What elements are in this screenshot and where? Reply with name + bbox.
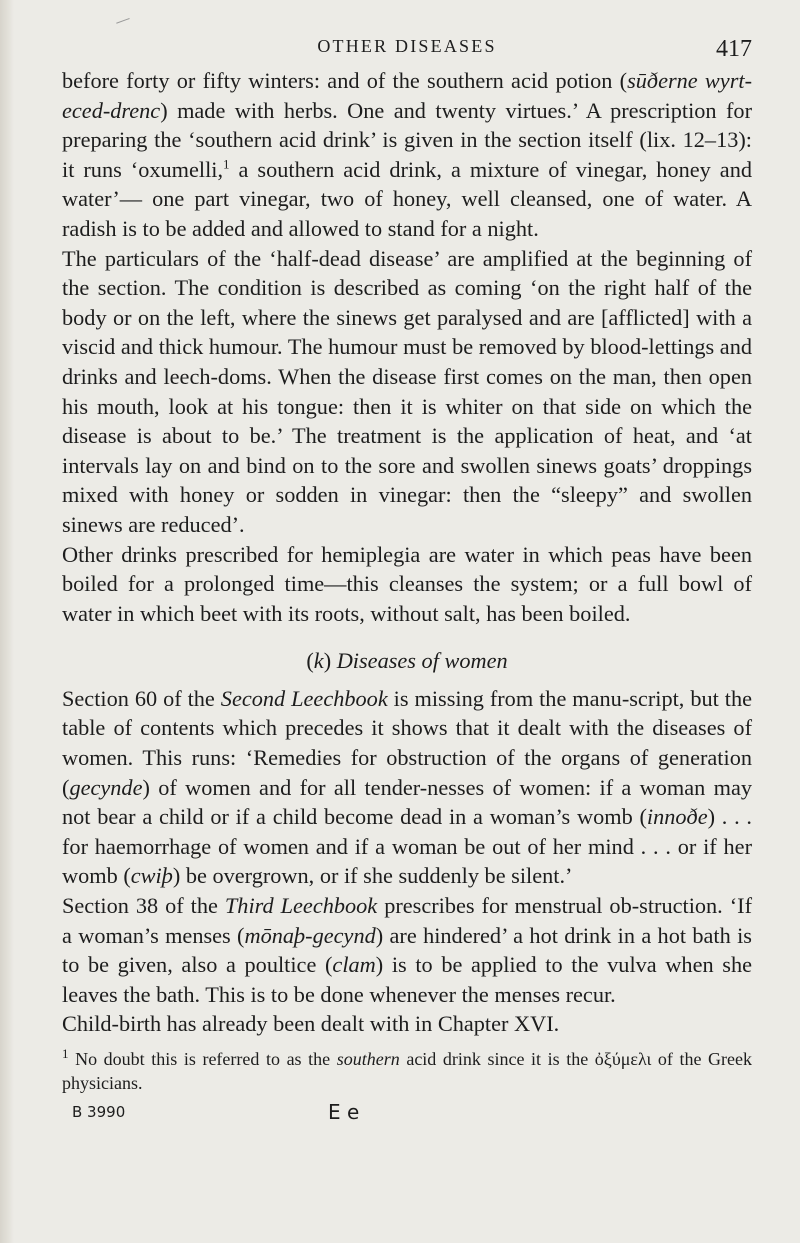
- pencil-mark: [116, 18, 134, 35]
- paragraph-3: Other drinks prescribed for hemiplegia are water in which peas have been boiled for a prolonged time—this cleanses the system; or a full bowl of water in which beet with its roots, without salt, has been boiled.: [62, 541, 752, 626]
- paragraph-6: Child-birth has already been dealt with in Chapter XVI.: [62, 1011, 560, 1037]
- running-title: OTHER DISEASES: [317, 36, 497, 56]
- section-label: (k): [306, 648, 332, 674]
- signature-mark: E e: [328, 1100, 360, 1124]
- page-shadow: [0, 0, 14, 1243]
- signature-line: [62, 1100, 752, 1127]
- paragraph-1: before forty or fifty winters: and of the southern acid potion (sūðerne wyrt-eced-drenc) made with herbs. One and twenty virtues.’ A prescription for preparing the ‘southern acid drink’ is given in the section itself (lix. 12–13): it runs ‘oxumelli,$^1$ a southern acid drink, a mixture of vinegar, honey and water’— one part vinegar, two of honey, well cleansed, one of water. A radish is to be added and allowed to stand for a night.: [62, 68, 752, 241]
- footnote-text-before: No doubt this is referred to as the: [75, 1049, 331, 1069]
- book-page: [62, 36, 752, 1127]
- section-heading: [62, 646, 752, 676]
- paragraph-4: Section 60 of the Second Leechbook is missing from the manu-script, but the table of contents which precedes it shows that it dealt with the diseases of women. This runs: ‘Remedies for obstruction of the organs of generation (gecynde) of women and for all tender-nesses of women: if a woman may not bear a child or if a child become dead in a woman’s womb (innoðe) . . . for haemorrhage of women and if a woman be out of her mind . . . or if her womb (cwiþ) be overgrown, or if she suddenly be silent.’: [62, 685, 753, 889]
- page-number: 417: [716, 36, 752, 62]
- section-title: Diseases of women: [336, 648, 508, 674]
- sheet-signature: B 3990: [72, 1103, 126, 1121]
- footnote-text-after: acid drink since it is the ὀξύμελι of the Greek physicians.: [62, 1049, 753, 1093]
- running-head: [62, 36, 752, 66]
- paragraph-2: The particulars of the ‘half-dead disease’ are amplified at the beginning of the section. The condition is described as coming ‘on the right half of the body or on the left, where the sinews get paralysed and are [afflicted] with a viscid and thick humour. The humour must be removed by blood-lettings and drinks and leech-doms. When the disease first comes on the man, then open his mouth, look at his tongue: then it is whiter on that side on which the disease is about to be.’ The treatment is the application of heat, and ‘at intervals lay on and bind on to the sore and swollen sinews goats’ droppings mixed with honey or sodden in vinegar: then the “sleepy” and swollen sinews are reduced’.: [62, 245, 752, 537]
- footnote: [62, 1047, 752, 1095]
- footnote-marker: 1: [62, 1046, 69, 1061]
- body-text: [62, 66, 752, 1039]
- paragraph-5: Section 38 of the Third Leechbook prescribes for menstrual ob-struction. ‘If a woman’s menses (mōnaþ-gecynd) are hindered’ a hot drink in a hot bath is to be given, also a poultice (clam) is to be applied to the vulva when she leaves the bath. This is to be done whenever the menses recur.: [62, 893, 753, 1007]
- footnote-italic: southern: [336, 1049, 400, 1069]
